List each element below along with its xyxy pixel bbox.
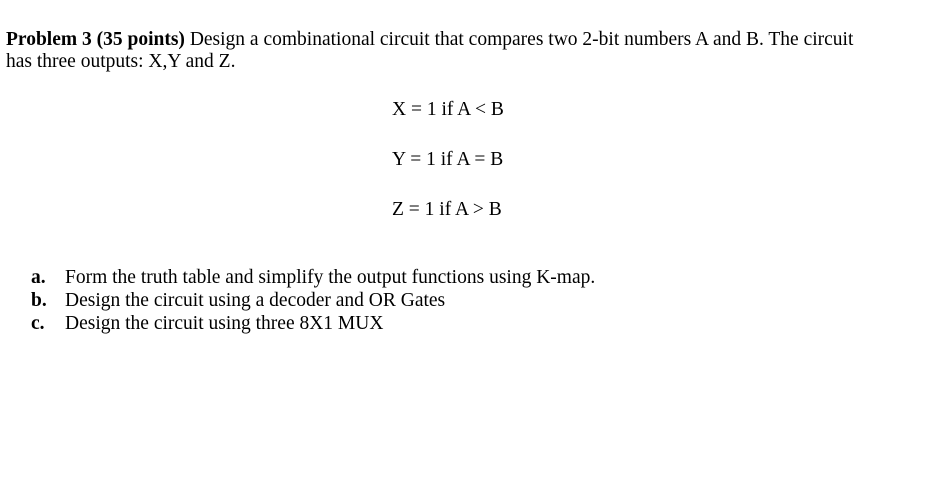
- problem-intro-text: Design a combinational circuit that compares two 2-bit numbers A and B. The circuit: [184, 29, 854, 50]
- task-text: Design the circuit using a decoder and OR Gates: [65, 290, 446, 311]
- task-text: Design the circuit using three 8X1 MUX: [65, 313, 384, 334]
- task-item-c: [31, 312, 595, 335]
- output-definitions: [392, 97, 504, 247]
- problem-line-2: has three outputs: X,Y and Z.: [6, 51, 236, 72]
- task-item-b: [31, 289, 595, 312]
- task-letter: b.: [31, 290, 47, 311]
- task-item-a: [31, 266, 595, 289]
- task-text: Form the truth table and simplify the output functions using K-map.: [65, 267, 596, 288]
- problem-statement: [6, 29, 906, 73]
- task-letter: a.: [31, 267, 46, 288]
- equation-z: Z = 1 if A > B: [392, 199, 502, 220]
- problem-heading: Problem 3 (35 points): [6, 29, 185, 50]
- equation-y: Y = 1 if A = B: [392, 149, 504, 170]
- task-letter: c.: [31, 313, 45, 334]
- task-list: [31, 266, 595, 335]
- problem-line-1: [6, 29, 906, 51]
- equation-x: X = 1 if A < B: [392, 99, 504, 120]
